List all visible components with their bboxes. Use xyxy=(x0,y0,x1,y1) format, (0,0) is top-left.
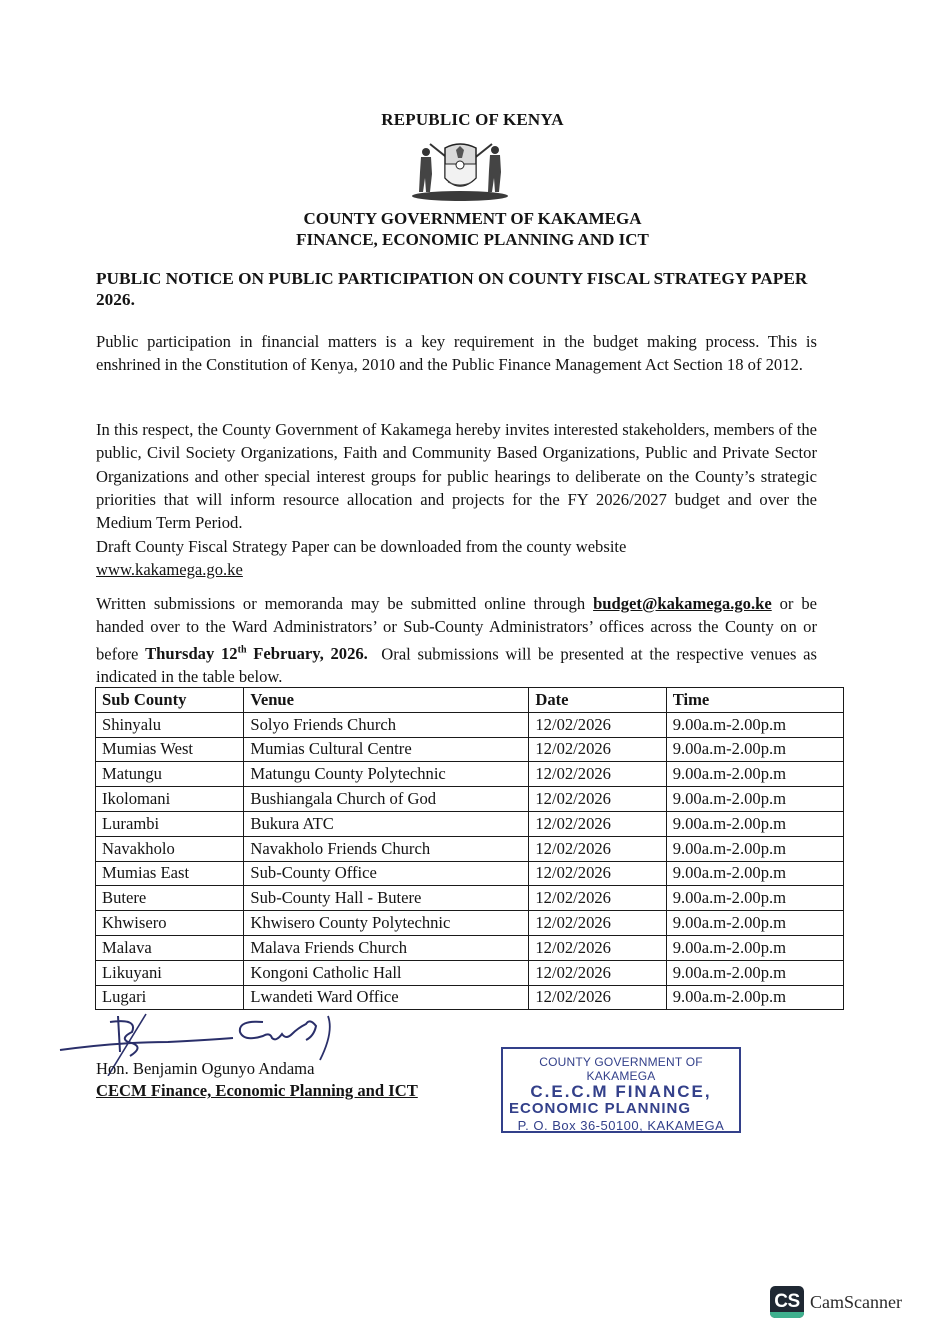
deadline-rest: February, 2026. xyxy=(246,644,368,664)
submissions-intro: Written submissions or memoranda may be submitted online through xyxy=(96,594,594,613)
cell-time: 9.00a.m-2.00p.m xyxy=(666,836,843,861)
cell-time: 9.00a.m-2.00p.m xyxy=(666,886,843,911)
cell-sub-county: Matungu xyxy=(96,762,244,787)
cell-sub-county: Butere xyxy=(96,886,244,911)
cell-sub-county: Malava xyxy=(96,935,244,960)
cell-sub-county: Mumias West xyxy=(96,737,244,762)
header-time: Time xyxy=(666,688,843,713)
stamp-line3: ECONOMIC PLANNING xyxy=(509,1100,691,1117)
kenya-coat-of-arms-icon xyxy=(408,138,513,202)
cell-time: 9.00a.m-2.00p.m xyxy=(666,762,843,787)
cell-time: 9.00a.m-2.00p.m xyxy=(666,935,843,960)
submissions-oral: Oral submissions will be presented at the respective venues as indicated in the table below. xyxy=(96,644,822,687)
department-name: FINANCE, ECONOMIC PLANNING AND ICT xyxy=(296,230,649,249)
cell-date: 12/02/2026 xyxy=(529,836,666,861)
cell-date: 12/02/2026 xyxy=(529,787,666,812)
cell-venue: Solyo Friends Church xyxy=(244,712,529,737)
cell-sub-county: Ikolomani xyxy=(96,787,244,812)
email-link[interactable]: budget@kakamega.go.ke xyxy=(593,594,772,613)
county-heading xyxy=(0,208,945,250)
cell-sub-county: Lugari xyxy=(96,985,244,1010)
signatory xyxy=(96,1058,418,1102)
table-row xyxy=(96,787,844,812)
cell-date: 12/02/2026 xyxy=(529,886,666,911)
cell-venue: Khwisero County Polytechnic xyxy=(244,911,529,936)
table-row xyxy=(96,836,844,861)
table-row xyxy=(96,985,844,1010)
deadline-date xyxy=(145,644,368,663)
cell-venue: Sub-County Hall - Butere xyxy=(244,886,529,911)
table-row xyxy=(96,886,844,911)
cell-venue: Lwandeti Ward Office xyxy=(244,985,529,1010)
table-row xyxy=(96,911,844,936)
table-row xyxy=(96,737,844,762)
stamp-line2: C.E.C.M FINANCE, xyxy=(530,1082,712,1101)
cell-time: 9.00a.m-2.00p.m xyxy=(666,787,843,812)
table-row xyxy=(96,811,844,836)
cell-sub-county: Likuyani xyxy=(96,960,244,985)
cell-sub-county: Lurambi xyxy=(96,811,244,836)
notice-title: PUBLIC NOTICE ON PUBLIC PARTICIPATION ON COUNTY FISCAL STRATEGY PAPER 2026. xyxy=(96,269,808,309)
cell-time: 9.00a.m-2.00p.m xyxy=(666,861,843,886)
cell-venue: Bukura ATC xyxy=(244,811,529,836)
website-link[interactable]: www.kakamega.go.ke xyxy=(96,560,243,580)
cell-time: 9.00a.m-2.00p.m xyxy=(666,737,843,762)
table-row xyxy=(96,935,844,960)
cell-date: 12/02/2026 xyxy=(529,935,666,960)
county-name: COUNTY GOVERNMENT OF KAKAMEGA xyxy=(303,209,642,228)
cell-venue: Mumias Cultural Centre xyxy=(244,737,529,762)
cell-date: 12/02/2026 xyxy=(529,985,666,1010)
header-date: Date xyxy=(529,688,666,713)
paragraph-download xyxy=(96,535,817,582)
cell-venue: Kongoni Catholic Hall xyxy=(244,960,529,985)
cell-date: 12/02/2026 xyxy=(529,737,666,762)
submissions-mid: or be handed over to the Ward Administrators’ or Sub-County Administrators’ offices across the County on or before xyxy=(96,594,817,664)
cell-time: 9.00a.m-2.00p.m xyxy=(666,811,843,836)
cell-time: 9.00a.m-2.00p.m xyxy=(666,960,843,985)
paragraph-submissions xyxy=(96,592,822,689)
stamp-line1: COUNTY GOVERNMENT OF KAKAMEGA xyxy=(539,1055,703,1083)
cell-sub-county: Khwisero xyxy=(96,911,244,936)
camscanner-text: CamScanner xyxy=(810,1291,902,1312)
header-venue: Venue xyxy=(244,688,529,713)
deadline-suffix: th xyxy=(237,644,247,656)
cell-sub-county: Shinyalu xyxy=(96,712,244,737)
republic-heading: REPUBLIC OF KENYA xyxy=(381,110,564,129)
camscanner-watermark xyxy=(770,1286,902,1318)
cell-date: 12/02/2026 xyxy=(529,960,666,985)
cell-sub-county: Navakholo xyxy=(96,836,244,861)
venues-table xyxy=(95,687,844,1010)
paragraph-invitation: In this respect, the County Government of Kakamega hereby invites interested stakeholders, members of the public, Civil Society Organizations, Faith and Community Based Organizations, Public and Private Sector Organizations and other special interest groups for public hearings to deliberate on the County’s strategic priorities that will inform resource allocation and projects for the FY 2026/2027 budget and over the Medium Term Period. xyxy=(96,420,817,533)
signatory-role: CECM Finance, Economic Planning and ICT xyxy=(96,1081,418,1100)
header-sub-county: Sub County xyxy=(96,688,244,713)
table-row xyxy=(96,960,844,985)
download-text: Draft County Fiscal Strategy Paper can be downloaded from the county website xyxy=(96,537,627,556)
cell-time: 9.00a.m-2.00p.m xyxy=(666,985,843,1010)
paragraph-legal-basis: Public participation in financial matters is a key requirement in the budget making process. This is enshrined in the Constitution of Kenya, 2010 and the Public Finance Management Act Section 18 of 2012. xyxy=(96,332,817,375)
cell-date: 12/02/2026 xyxy=(529,712,666,737)
cell-sub-county: Mumias East xyxy=(96,861,244,886)
table-row xyxy=(96,762,844,787)
camscanner-logo-icon: CS xyxy=(770,1286,804,1318)
deadline-day: Thursday 12 xyxy=(145,644,238,664)
cell-date: 12/02/2026 xyxy=(529,911,666,936)
stamp-line4: P. O. Box 36-50100, KAKAMEGA xyxy=(517,1118,725,1133)
table-header-row xyxy=(96,688,844,713)
cell-venue: Navakholo Friends Church xyxy=(244,836,529,861)
cell-date: 12/02/2026 xyxy=(529,811,666,836)
official-stamp xyxy=(501,1047,741,1133)
cell-venue: Matungu County Polytechnic xyxy=(244,762,529,787)
cell-venue: Sub-County Office xyxy=(244,861,529,886)
cell-date: 12/02/2026 xyxy=(529,861,666,886)
cell-venue: Malava Friends Church xyxy=(244,935,529,960)
cell-venue: Bushiangala Church of God xyxy=(244,787,529,812)
table-row xyxy=(96,861,844,886)
cell-time: 9.00a.m-2.00p.m xyxy=(666,911,843,936)
table-row xyxy=(96,712,844,737)
signatory-name: Hon. Benjamin Ogunyo Andama xyxy=(96,1059,315,1078)
cell-date: 12/02/2026 xyxy=(529,762,666,787)
cell-time: 9.00a.m-2.00p.m xyxy=(666,712,843,737)
